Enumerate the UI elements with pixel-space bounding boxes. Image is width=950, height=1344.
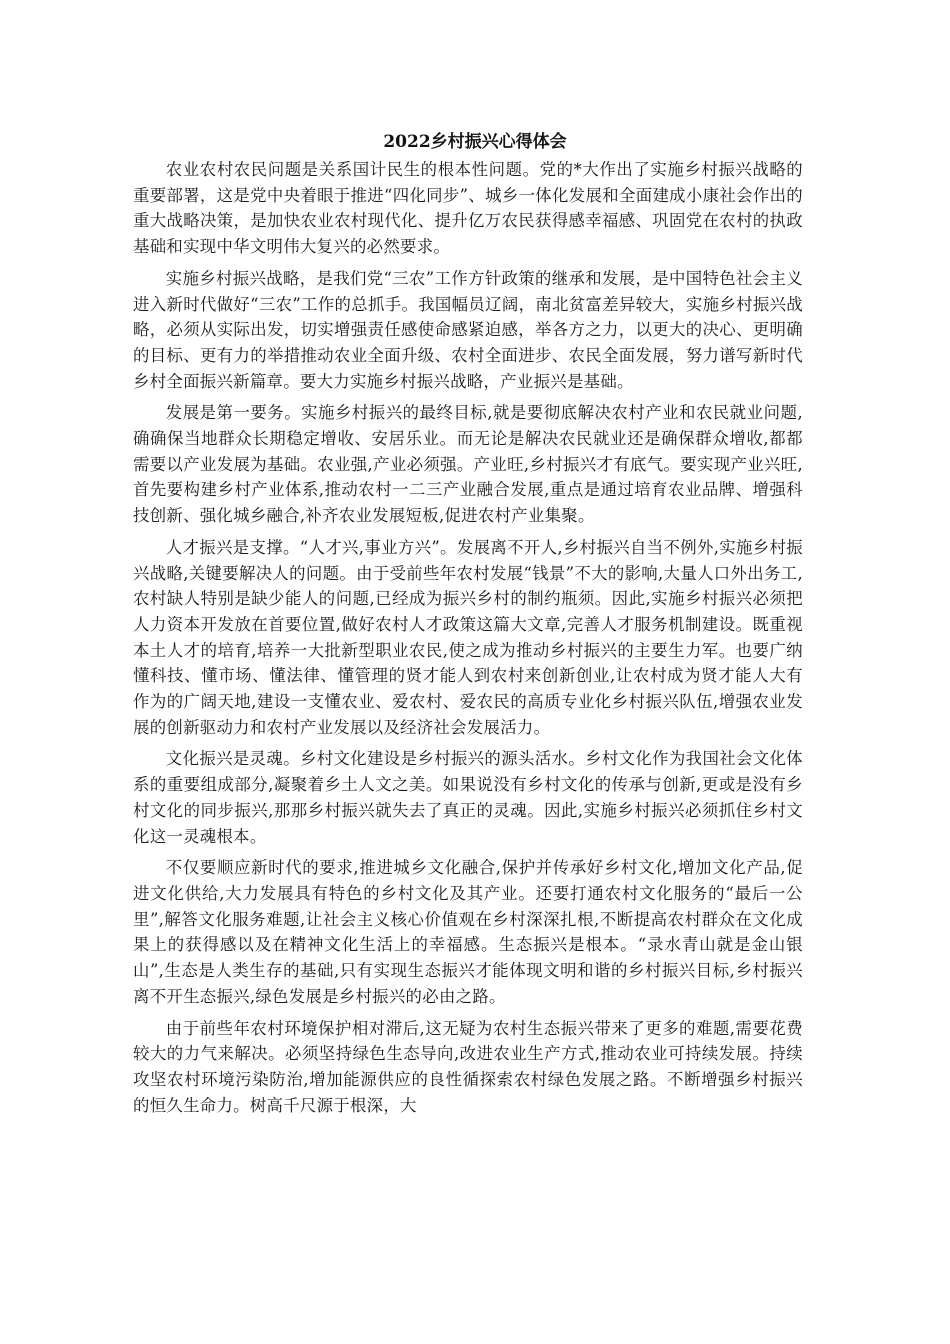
document-title: 2022乡村振兴心得体会 [383,132,567,152]
document-body [133,157,803,1124]
paragraph-5: 文化振兴是灵魂。乡村文化建设是乡村振兴的源头活水。乡村文化作为我国社会文化体系的重要组成部分,凝聚着乡土人文之美。如果说没有乡村文化的传承与创新,更或是没有乡村文化的同步振兴,那那乡村振兴就失去了真正的灵魂。因此,实施乡村振兴必须抓住乡村文化这一灵魂根本。 [133,749,803,846]
paragraph-6: 不仅要顺应新时代的要求,推进城乡文化融合,保护并传承好乡村文化,增加文化产品,促进文化供给,大力发展具有特色的乡村文化及其产业。还要打通农村文化服务的“最后一公里”,解答文化服务难题,让社会主义核心价值观在乡村深深扎根,不断提高农村群众在文化成果上的获得感以及在精神文化生活上的幸福感。生态振兴是根本。“录水青山就是金山银山”,生态是人类生存的基础,只有实现生态振兴才能体现文明和谐的乡村振兴目标,乡村振兴离不开生态振兴,绿色发展是乡村振兴的必由之路。 [133,858,803,1006]
paragraph-2: 实施乡村振兴战略，是我们党“三农”工作方针政策的继承和发展，是中国特色社会主义进入新时代做好“三农”工作的总抓手。我国幅员辽阔，南北贫富差异较大，实施乡村振兴战略，必须从实际出发，切实增强责任感使命感紧迫感，举各方之力，以更大的决心、更明确的目标、更有力的举措推动农业全面升级、农村全面进步、农民全面发展，努力谱写新时代乡村全面振兴新篇章。要大力实施乡村振兴战略，产业振兴是基础。 [133,268,803,391]
paragraph-4: 人才振兴是支撑。“人才兴,事业方兴”。发展离不开人,乡村振兴自当不例外,实施乡村振兴战略,关键要解决人的问题。由于受前些年农村发展“钱景”不大的影响,大量人口外出务工,农村缺人特别是缺少能人的问题,已经成为振兴乡村的制约瓶须。因此,实施乡村振兴必须把人力资本开发放在首要位置,做好农村人才政策这篇大文章,完善人才服务机制建设。既重视本土人才的培育,培养一大批新型职业农民,使之成为推动乡村振兴的主要生力军。也要广纳懂科技、懂市场、懂法律、懂管理的贤才能人到农村来创新创业,让农村成为贤才能人大有作为的广阔天地,建设一支懂农业、爱农村、爱农民的高质专业化乡村振兴队伍,增强农业发展的创新驱动力和农村产业发展以及经济社会发展活力。 [133,537,803,737]
paragraph-7: 由于前些年农村环境保护相对滞后,这无疑为农村生态振兴带来了更多的难题,需要花费较大的力气来解决。必须坚持绿色生态导向,改进农业生产方式,推动农业可持续发展。持续攻坚农村环境污染防治,增加能源供应的良性循探索农村绿色发展之路。不断增强乡村振兴的恒久生命力。树高千尺源于根深，大 [133,1018,803,1115]
paragraph-3: 发展是第一要务。实施乡村振兴的最终目标,就是要彻底解决农村产业和农民就业问题,确确保当地群众长期稳定增收、安居乐业。而无论是解决农民就业还是确保群众增收,都都需要以产业发展为基础。农业强,产业必须强。产业旺,乡村振兴才有底气。要实现产业兴旺,首先要构建乡村产业体系,推动农村一二三产业融合发展,重点是通过培育农业品牌、增强科技创新、强化城乡融合,补齐农业发展短板,促进农村产业集聚。 [133,403,803,526]
paragraph-1: 农业农村农民问题是关系国计民生的根本性问题。党的*大作出了实施乡村振兴战略的重要部署，这是党中央着眼于推进“四化同步”、城乡一体化发展和全面建成小康社会作出的重大战略决策，是加快农业农村现代化、提升亿万农民获得感幸福感、巩固党在农村的执政基础和实现中华文明伟大复兴的必然要求。 [133,160,803,257]
